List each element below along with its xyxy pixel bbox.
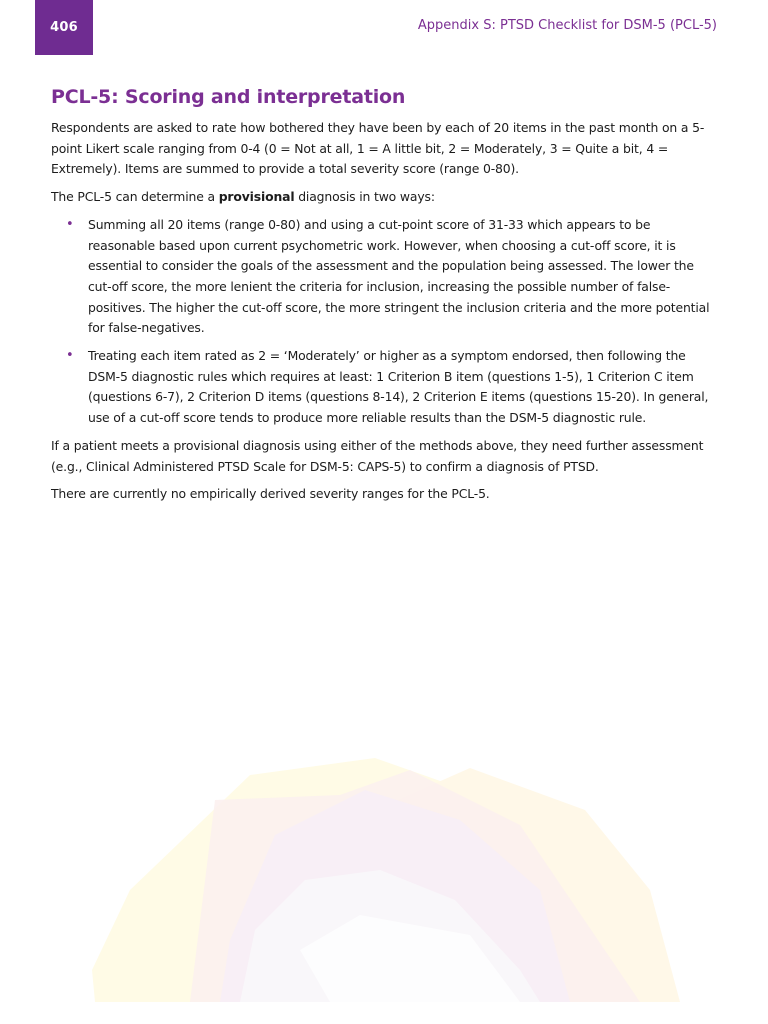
methods-list	[51, 215, 713, 429]
methods-intro-paragraph	[51, 187, 713, 208]
main-content	[51, 86, 713, 512]
methods-intro-text-end: diagnosis in two ways:	[294, 189, 435, 205]
followup-paragraph: If a patient meets a provisional diagnosis using either of the methods above, they need further assessment (e.g., Clinical Administered PTSD Scale for DSM-5: CAPS-5) to confirm a diagnosis of PTSD.	[51, 437, 704, 474]
bullet-icon: •	[66, 216, 74, 232]
running-header: Appendix S: PTSD Checklist for DSM-5 (PCL-5)	[417, 18, 717, 33]
list-item-text: Summing all 20 items (range 0-80) and using a cut-point score of 31-33 which appears to be reasonable based upon current psychometric work. However, when choosing a cut-off score, it is essential to consider the goals of the assessment and the population being assessed. The lower the cut-off score, the more lenient the criteria for inclusion, increasing the possible number of false-positives. The higher the cut-off score, the more stringent the inclusion criteria and the more potential for false-negatives.	[88, 216, 710, 336]
section-heading: PCL-5: Scoring and interpretation	[51, 86, 406, 108]
intro-paragraph: Respondents are asked to rate how bothered they have been by each of 20 items in the past month on a 5-point Likert scale ranging from 0-4 (0 = Not at all, 1 = A little bit, 2 = Moderately, 3 = Quite a bit, 4 = Extremely). Items are summed to provide a total severity score (range 0-80).	[51, 120, 705, 177]
decorative-background-graphic	[0, 740, 768, 1002]
page-number-tab	[35, 0, 93, 55]
provisional-emphasis: provisional	[218, 189, 295, 205]
decorative-shapes	[0, 740, 768, 1002]
bullet-icon: •	[66, 348, 74, 364]
page-number: 406	[50, 20, 78, 35]
list-item	[51, 215, 713, 339]
list-item	[51, 346, 713, 429]
methods-intro-text: The PCL-5 can determine a	[51, 189, 219, 205]
list-item-text: Treating each item rated as 2 = ‘Moderately’ or higher as a symptom endorsed, then following the DSM-5 diagnostic rules which requires at least: 1 Criterion B item (questions 1-5), 1 Criterion C item (questions 6-7), 2 Criterion D items (questions 8-14), 2 Criterion E items (questions 15-20). In general, use of a cut-off score tends to produce more reliable results than the DSM-5 diagnostic rule.	[88, 348, 709, 426]
severity-paragraph: There are currently no empirically derived severity ranges for the PCL-5.	[51, 486, 490, 502]
